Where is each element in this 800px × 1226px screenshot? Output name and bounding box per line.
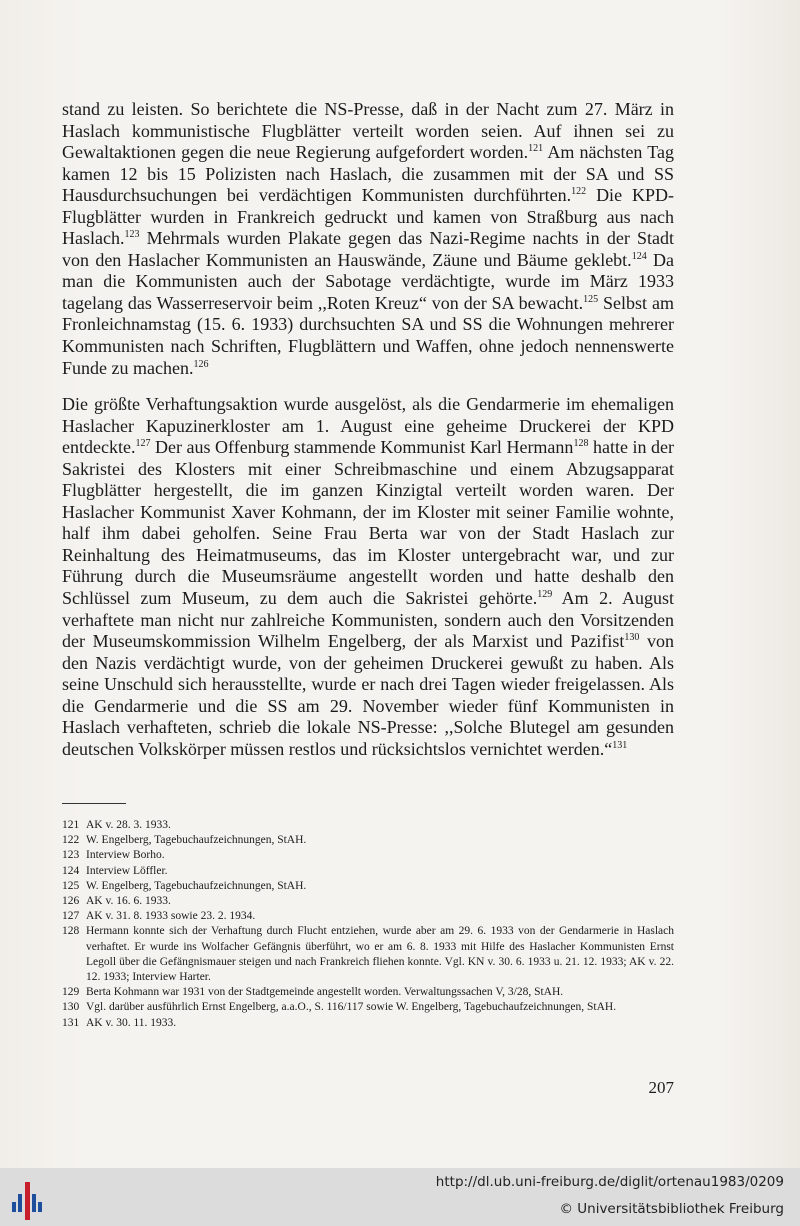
footnote [62, 1000, 674, 1015]
footnote-ref: 128 [573, 438, 589, 450]
footnote-ref: 126 [193, 358, 209, 370]
page-number: 207 [648, 1078, 674, 1097]
footnote [62, 985, 674, 1000]
footnote-separator [62, 803, 126, 804]
footnote-ref: 131 [612, 739, 628, 751]
footnote-text: Interview Borho. [86, 849, 165, 862]
text-run: hatte in der Sakristei des Klosters mit einer Schreibmaschine und einem Abzugsapparat Flugblätter hergestellt, die im ganzen Kinzigtal verteilt worden waren. Der Haslacher Kommunist Xaver Kohmann, der im Kloster mit seiner Familie wohnte, half ihm dabei geholfen. Seine Frau Berta war von der Stadt Haslach zur Reinhaltung des Heimatmuseums, das im Kloster untergebracht war, und zur Führung durch die Museumsräume angestellt worden und hatte deshalb den Schlüssel zum Museum, zu dem auch die Sakristei gehörte. [62, 437, 674, 609]
paragraph [62, 99, 674, 379]
footnote-number: 129 [62, 986, 80, 999]
footnote-number: 123 [62, 849, 80, 862]
body-text [62, 99, 674, 760]
footnote-text: Berta Kohmann war 1931 von der Stadtgemeinde angestellt worden. Verwaltungssachen V, 3/28, StAH. [86, 986, 564, 999]
footnote-text: W. Engelberg, Tagebuchaufzeichnungen, StAH. [86, 834, 307, 847]
text-run: von den Nazis verdächtigt wurde, von der geheimen Druckerei gewußt zu haben. Als seine Unschuld sich herausstellte, wurde er nach drei Tagen wieder freigelassen. Als die Gendarmerie und die SS am 29. November wieder fünf Kommunisten in Haslach verhafteten, schrieb die lokale NS-Presse: ,,Solche Blutegel am gesunden deutschen Volkskörper müssen restlos und rücksichtslos vernichtet werden.“ [62, 631, 675, 759]
text-run: Am nächsten Tag kamen 12 bis 15 Polizisten nach Haslach, die zusammen mit der SA und SS Hausdurchsuchungen bei verdächtigen Kommunisten durchführten. [62, 142, 674, 206]
footnote-text: AK v. 16. 6. 1933. [86, 895, 171, 908]
footnote [62, 864, 674, 879]
text-run: stand zu leisten. So berichtete die NS-Presse, daß in der Nacht zum 27. März in Haslach kommunistische Flugblätter verteilt worden seien. Auf ihnen sei zu Gewaltaktionen gegen die neue Regierung aufgefordert worden. [62, 99, 674, 163]
paragraph [62, 394, 674, 760]
ub-freiburg-logo-icon [12, 1180, 48, 1222]
text-run: Die KPD-Flugblätter wurden in Frankreich gedruckt und kamen von Straßburg aus nach Haslach. [62, 185, 674, 249]
footnote-text: Interview Löffler. [86, 864, 168, 877]
footnote-ref: 124 [631, 250, 647, 262]
footnote-number: 122 [62, 834, 80, 847]
footnote-ref: 129 [537, 589, 553, 601]
footnote-number: 124 [62, 864, 80, 877]
copyright-notice: © Universitätsbibliothek Freiburg [559, 1201, 784, 1217]
footnote-ref: 127 [135, 438, 151, 450]
footnote-ref: 122 [571, 186, 587, 198]
text-run: Der aus Offenburg stammende Kommunist Karl Hermann [150, 437, 574, 458]
footnote-text: Vgl. darüber ausführlich Ernst Engelberg, a.a.O., S. 116/117 sowie W. Engelberg, Tagebuchaufzeichnungen, StAH. [86, 1001, 617, 1014]
footnote-number: 126 [62, 895, 80, 908]
footnote-ref: 125 [583, 293, 599, 305]
footnote-text: W. Engelberg, Tagebuchaufzeichnungen, StAH. [86, 879, 307, 892]
text-run: Selbst am Fronleichnamstag (15. 6. 1933) durchsuchten SA und SS die Wohnungen mehrerer Kommunisten nach Schriften, Flugblättern und Waffen, ohne jedoch nennenswerte Funde zu machen. [62, 292, 674, 378]
footnote-number: 128 [62, 925, 80, 938]
footnote-number: 131 [62, 1016, 80, 1029]
footnote [62, 924, 674, 985]
footnote-ref: 123 [124, 229, 140, 241]
footnotes [62, 818, 674, 1031]
footnote-number: 127 [62, 910, 80, 923]
source-url-link[interactable]: http://dl.ub.uni-freiburg.de/diglit/ortenau1983/0209 [435, 1174, 784, 1190]
footnote [62, 1016, 674, 1031]
footnote-text: AK v. 28. 3. 1933. [86, 819, 171, 831]
footnote-number: 130 [62, 1001, 80, 1014]
footnote [62, 818, 674, 833]
footnote-number: 121 [62, 819, 80, 831]
footnote-ref: 121 [528, 143, 544, 155]
footnote-text: Hermann konnte sich der Verhaftung durch Flucht entziehen, wurde aber am 29. 6. 1933 von der Gendarmerie in Haslach verhaftet. Er wurde ins Wolfacher Gefängnis überführt, wo er am 6. 8. 1933 mit Hilfe des Haslacher Kommunisten Ernst Legoll über die Gefängnismauer steigen und nach Frankreich fliehen konnte. Vgl. KN v. 30. 6. 1933 u. 21. 12. 1933; AK v. 22. 12. 1933; Interview Harter. [86, 925, 674, 984]
footnote-text: AK v. 30. 11. 1933. [86, 1016, 177, 1029]
footnote-ref: 130 [624, 632, 640, 644]
footnote [62, 909, 674, 924]
footnote [62, 833, 674, 848]
footnote [62, 894, 674, 909]
footnote-number: 125 [62, 879, 80, 892]
footnote-text: AK v. 31. 8. 1933 sowie 23. 2. 1934. [86, 910, 256, 923]
text-run: Mehrmals wurden Plakate gegen das Nazi-Regime nachts in der Stadt von den Haslacher Kommunisten an Hauswände, Zäune und Bäume geklebt. [62, 228, 674, 270]
footnote [62, 848, 674, 863]
text-run: Am 2. August verhaftete man nicht nur zahlreiche Kommunisten, sondern auch den Vorsitzenden der Museumskommission Wilhelm Engelberg, der als Marxist und Pazifist [62, 588, 674, 652]
text-run: Da man die Kommunisten auch der Sabotage verdächtigte, wurde im März 1933 tagelang das Wasserreservoir beim ,,Roten Kreuz“ von der SA bewacht. [62, 249, 674, 313]
text-run: Die größte Verhaftungsaktion wurde ausgelöst, als die Gendarmerie im ehemaligen Haslacher Kapuzinerkloster am 1. August eine geheime Druckerei der KPD entdeckte. [62, 394, 674, 458]
footnote [62, 879, 674, 894]
